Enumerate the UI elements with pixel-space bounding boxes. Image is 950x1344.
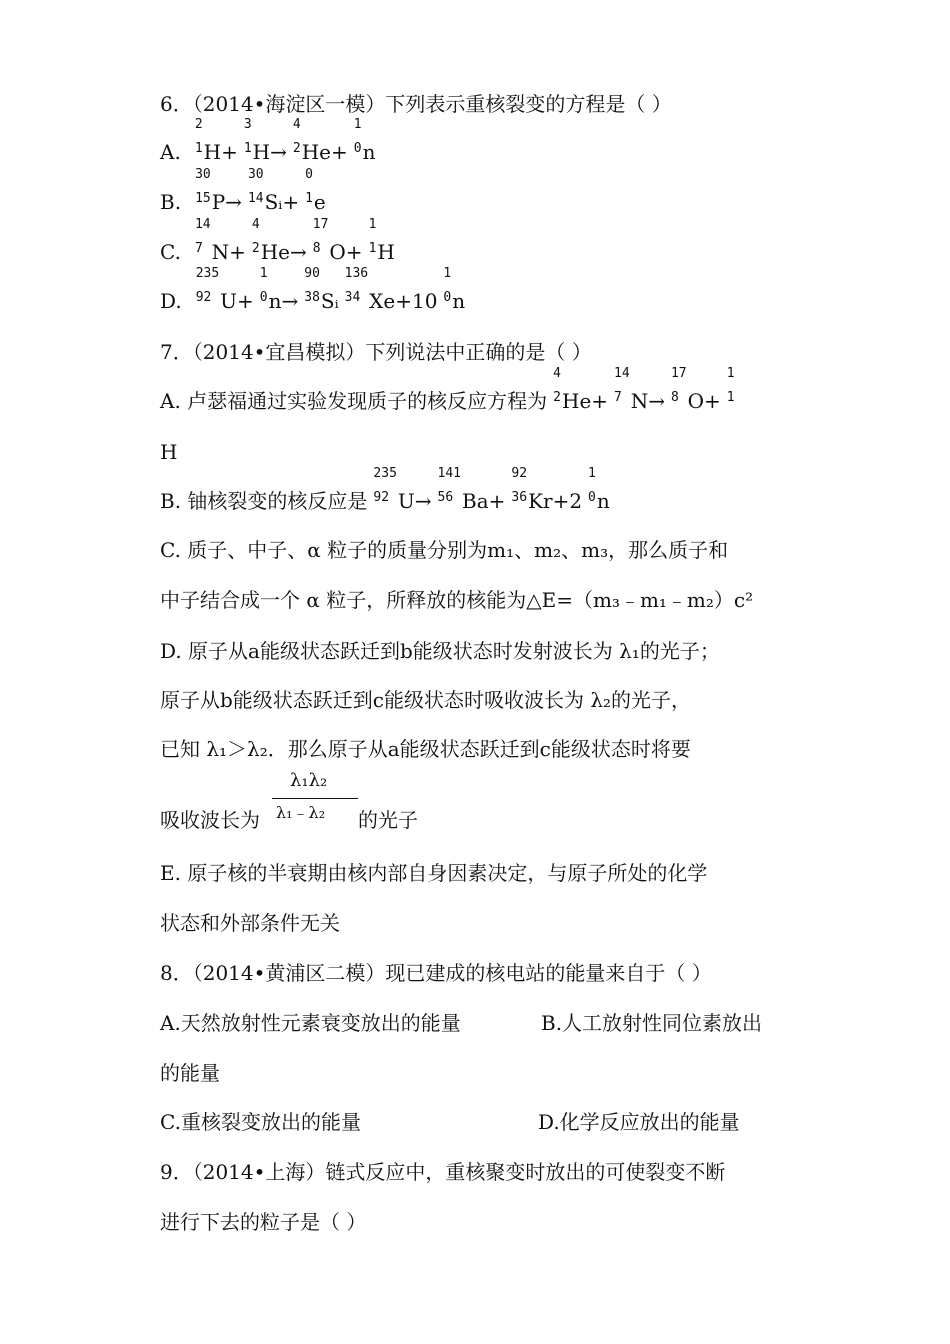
q6-stem: 6．（2014•海淀区一模）下列表示重核裂变的方程是（ ） [160,92,672,116]
mass-number: 1 [368,217,377,232]
element-symbol: P→ [211,190,242,214]
q7-option-d-line2: 原子从b能级状态跃迁到c能级状态时吸收波长为 λ₂的光子， [160,688,692,712]
option-label: C. [160,240,181,264]
mass-number: 3 [243,117,252,132]
q7-option-d-line1: D. 原子从a能级状态跃迁到b能级状态时发射波长为 λ₁的光子； [160,639,720,663]
nuclide [259,266,299,317]
nuclide [243,117,287,168]
nuclide [670,366,721,417]
nuclide [247,167,300,218]
atomic-number: 2 [553,390,561,405]
q9-stem-line2: 进行下去的粒子是（ ） [160,1210,367,1234]
element-symbol: n [596,489,610,513]
element-symbol: Xe+10 [369,289,438,313]
nuclide [368,217,395,268]
q6-option-c [160,217,395,268]
element-symbol: N+ [211,240,246,264]
q7-option-a-text: A. 卢瑟福通过实验发现质子的核反应方程为 [160,389,548,413]
nuclide [312,217,363,268]
q7-option-b-equation [367,466,610,513]
mass-number: 1 [259,266,268,281]
nuclide [437,466,506,517]
element-symbol: Sᵢ+ [264,190,300,214]
mass-number: 30 [247,167,264,182]
atomic-number: 1 [305,191,313,206]
element-symbol: H→ [252,140,287,164]
atomic-number: 56 [437,490,454,505]
nuclide [251,217,307,268]
nuclide [195,167,242,218]
atomic-number: 0 [353,141,362,156]
fraction-numerator: λ₁λ₂ [290,770,328,791]
mass-number: 92 [511,466,528,481]
atomic-number: 0 [259,290,268,305]
element-symbol: O+ [687,389,721,413]
nuclide [511,466,583,517]
atomic-number: 1 [194,141,203,156]
nuclide [726,366,736,417]
nuclide [588,466,610,517]
atomic-number: 92 [373,490,390,505]
nuclide [304,266,339,317]
atomic-number: 38 [304,290,320,305]
q7-option-d-line3: 已知 λ₁＞λ₂．那么原子从a能级状态跃迁到c能级状态时将要 [160,737,691,761]
element-symbol: U+ [220,289,254,313]
q6-option-b [160,167,326,218]
nuclide [194,117,238,168]
mass-number: 0 [305,167,313,182]
element-symbol: H+ [203,140,238,164]
nuclide [292,117,348,168]
q7-option-a [160,366,736,417]
atomic-number: 0 [443,290,452,305]
atomic-number: 34 [344,290,361,305]
element-symbol: n→ [268,289,299,313]
q8-stem: 8．（2014•黄浦区二模）现已建成的核电站的能量来自于（ ） [160,961,712,985]
fraction-bar [272,798,358,799]
q6-option-a [160,117,376,168]
q7-option-b [160,466,610,517]
nuclide [614,366,665,417]
nuclide [305,167,326,218]
element-symbol: Kr+2 [528,489,583,513]
q6-option-d [160,266,466,317]
element-symbol: H [377,240,395,264]
mass-number: 235 [195,266,220,281]
nuclide [353,117,376,168]
mass-number: 2 [194,117,203,132]
nuclide [553,366,609,417]
wavelength-fraction [272,770,358,830]
mass-number: 1 [353,117,362,132]
mass-number: 90 [304,266,320,281]
q7-option-d-line4-pre: 吸收波长为 [160,808,260,832]
mass-number: 30 [195,167,211,182]
atomic-number: 36 [511,490,528,505]
option-label: B. [160,190,182,214]
mass-number: 1 [726,366,735,381]
mass-number: 14 [614,366,630,381]
q7-option-c-line1: C. 质子、中子、α 粒子的质量分别为m₁、m₂、m₃，那么质子和 [160,538,729,562]
mass-number: 4 [251,217,260,232]
q7-option-c-line2: 中子结合成一个 α 粒子，所释放的核能为△E=（m₃﹣m₁﹣m₂）c² [160,588,754,612]
element-symbol: He+ [562,389,609,413]
q8-option-a: A.天然放射性元素衰变放出的能量 [160,1011,461,1035]
q7-option-a-equation [547,366,735,413]
nuclide [373,466,432,517]
q7-stem: 7．（2014•宜昌模拟）下列说法中正确的是（ ） [160,340,592,364]
q7-option-e-line1: E. 原子核的半衰期由核内部自身因素决定，与原子所处的化学 [160,861,708,885]
option-label: D. [160,289,182,313]
mass-number: 17 [312,217,329,232]
atomic-number: 2 [292,141,301,156]
mass-number: 17 [670,366,687,381]
atomic-number: 92 [195,290,212,305]
q7-option-b-text: B. 铀核裂变的核反应是 [160,489,368,513]
q7-option-d-line4-post: 的光子 [358,808,418,832]
atomic-number: 7 [614,390,622,405]
q8-option-d: D.化学反应放出的能量 [538,1110,740,1134]
element-symbol: N→ [630,389,665,413]
nuclide [443,266,466,317]
mass-number: 1 [588,466,596,481]
element-symbol: Ba+ [462,489,506,513]
q8-option-c: C.重核裂变放出的能量 [160,1110,361,1134]
element-symbol: n [452,289,466,313]
element-symbol: He→ [260,240,307,264]
element-symbol: O+ [329,240,363,264]
mass-number: 136 [344,266,369,281]
element-symbol: n [362,140,376,164]
nuclide [194,217,246,268]
mass-number: 1 [443,266,452,281]
atomic-number: 0 [588,490,596,505]
nuclide [344,266,438,317]
nuclide [195,266,254,317]
q7-option-e-line2: 状态和外部条件无关 [160,911,340,935]
atomic-number: 2 [251,241,260,256]
mass-number: 4 [553,366,561,381]
option-label: A. [160,140,181,164]
atomic-number: 1 [726,390,735,405]
atomic-number: 1 [368,241,377,256]
atomic-number: 15 [195,191,211,206]
q8-option-b: B.人工放射性同位素放出 [541,1011,763,1035]
fraction-denominator: λ₁﹣λ₂ [276,803,326,822]
q9-stem-line1: 9．（2014•上海）链式反应中，重核聚变时放出的可使裂变不断 [160,1160,726,1184]
element-symbol: e [313,190,326,214]
atomic-number: 1 [243,141,252,156]
atomic-number: 8 [312,241,321,256]
element-symbol: U→ [397,489,432,513]
element-symbol: He+ [301,140,348,164]
mass-number: 14 [194,217,211,232]
q7-option-a-continued: H [160,440,178,464]
atomic-number: 14 [247,191,264,206]
q8-option-b-continued: 的能量 [160,1061,220,1085]
mass-number: 141 [437,466,462,481]
mass-number: 235 [373,466,397,481]
element-symbol: Sᵢ [320,289,339,313]
mass-number: 4 [292,117,301,132]
atomic-number: 8 [670,390,679,405]
atomic-number: 7 [194,241,203,256]
